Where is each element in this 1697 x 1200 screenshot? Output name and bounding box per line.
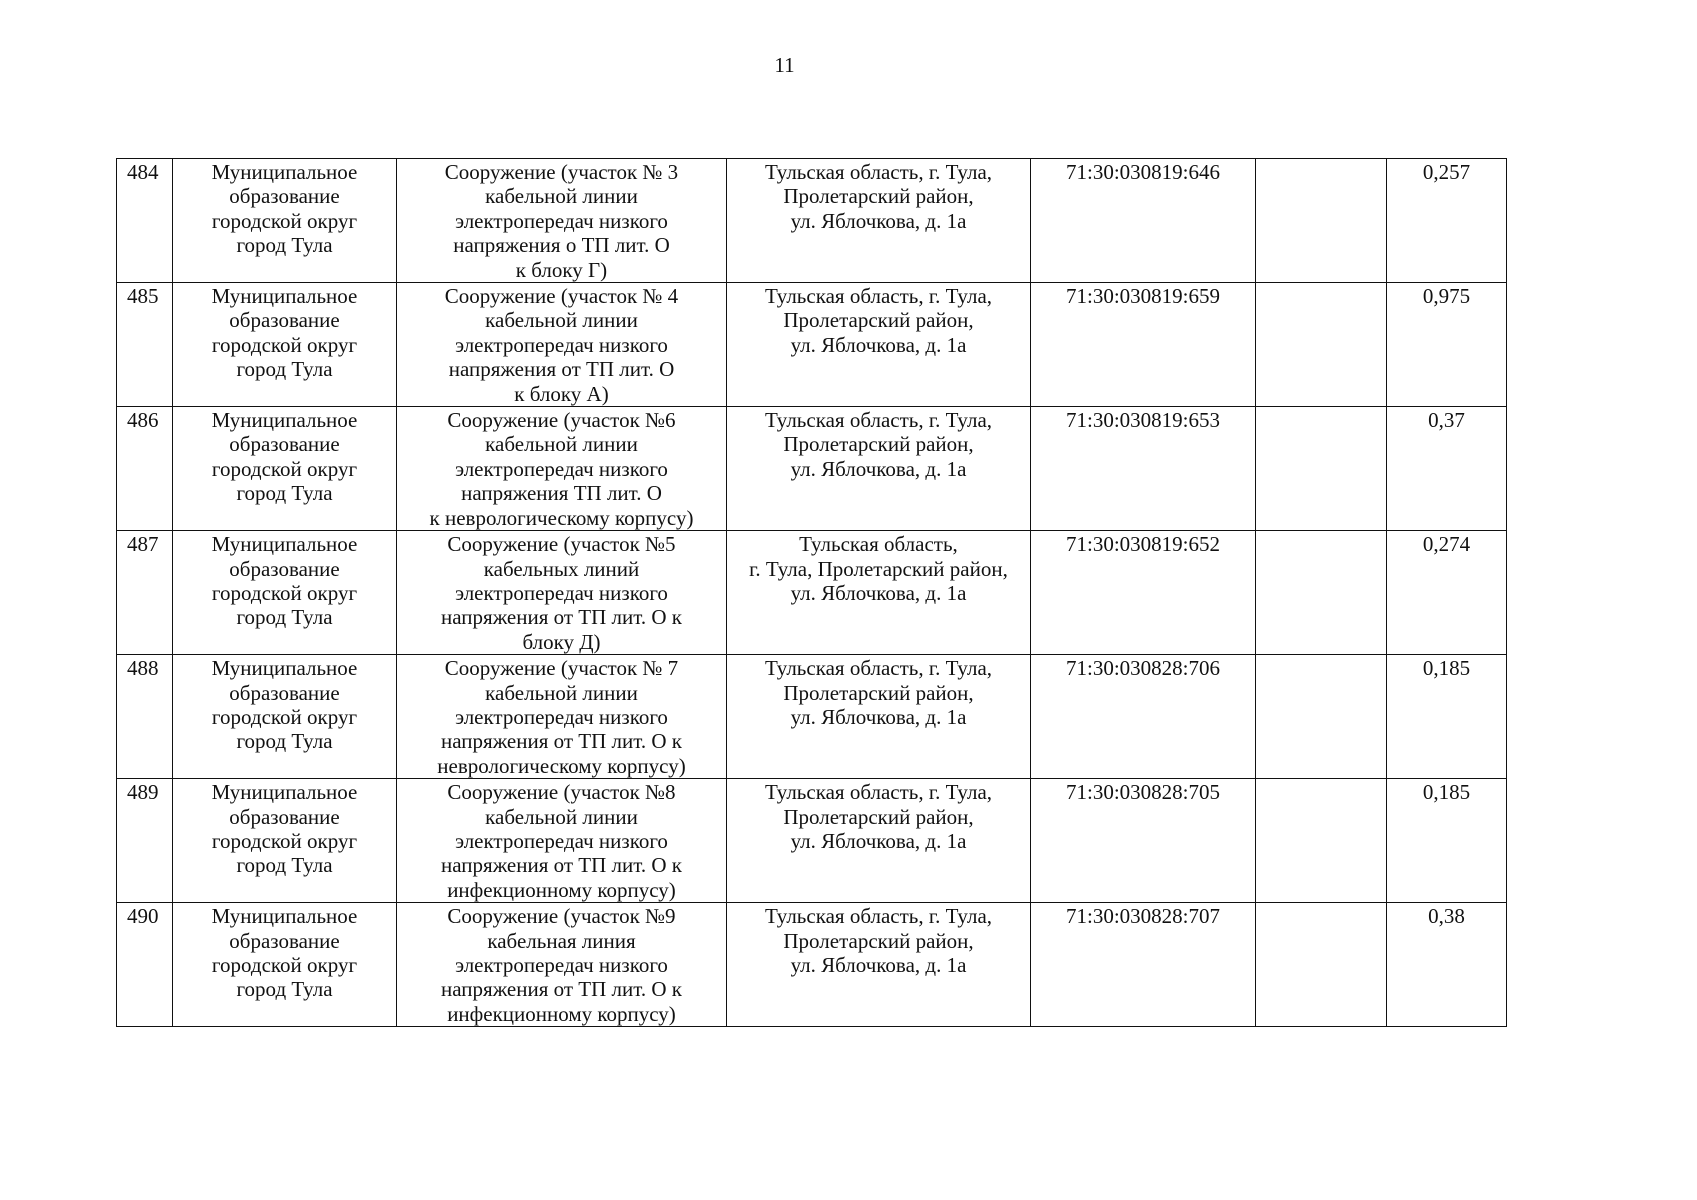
owner-cell-line: город Тула: [236, 729, 333, 754]
object-description-cell: [397, 903, 727, 1027]
object-description-cell-line: электропередач низкого: [455, 704, 668, 729]
object-description-cell-line: электропередач низкого: [455, 456, 668, 481]
owner-cell-line: образование: [229, 308, 340, 333]
owner-cell-line: образование: [229, 804, 340, 829]
owner-cell-line: город Тула: [236, 605, 333, 630]
empty-cell: [1256, 531, 1387, 655]
address-cell-line: Тульская область, г. Тула,: [764, 408, 993, 433]
address-cell: [727, 779, 1031, 903]
empty-cell: [1256, 779, 1387, 903]
address-cell-line: ул. Яблочкова, д. 1а: [790, 704, 967, 729]
table-row: [117, 407, 1507, 531]
table-row: [117, 903, 1507, 1027]
owner-cell-line: Муниципальное: [211, 532, 358, 557]
object-description-cell-line: неврологическому корпусу): [437, 753, 686, 778]
object-description-cell-line: напряжения от ТП лит. О к: [441, 853, 682, 878]
object-description-cell-line: электропередач низкого: [455, 953, 668, 977]
owner-cell-line: образование: [229, 184, 340, 209]
length-value-cell: 0,257: [1387, 159, 1507, 283]
address-cell-line: ул. Яблочкова, д. 1а: [790, 580, 967, 605]
length-value-cell: 0,185: [1387, 655, 1507, 779]
page-number: 11: [774, 53, 795, 77]
row-number-cell: 484: [117, 159, 173, 283]
address-cell: [727, 159, 1031, 283]
owner-cell-line: город Тула: [236, 977, 333, 1002]
address-cell-line: Тульская область,: [799, 532, 958, 557]
object-description-cell-line: Сооружение (участок №5: [447, 532, 676, 557]
cadastral-number-cell: 71:30:030819:646: [1031, 159, 1256, 283]
owner-cell-line: образование: [229, 432, 340, 457]
object-description-cell-line: электропередач низкого: [455, 208, 668, 233]
table-row: [117, 655, 1507, 779]
object-description-cell-line: к неврологическому корпусу): [429, 505, 694, 530]
owner-cell-line: город Тула: [236, 233, 333, 258]
owner-cell-line: образование: [229, 928, 340, 953]
object-description-cell-line: кабельной линии: [485, 432, 638, 457]
object-description-cell-line: Сооружение (участок № 7: [444, 656, 679, 681]
address-cell-line: ул. Яблочкова, д. 1а: [790, 332, 967, 357]
cadastral-number-cell: 71:30:030819:659: [1031, 283, 1256, 407]
owner-cell: [173, 779, 397, 903]
owner-cell-line: образование: [229, 556, 340, 581]
object-description-cell-line: электропередач низкого: [455, 332, 668, 357]
cadastral-number-cell: 71:30:030828:705: [1031, 779, 1256, 903]
object-description-cell: [397, 283, 727, 407]
table-row: [117, 283, 1507, 407]
address-cell-line: Пролетарский район,: [783, 308, 974, 333]
object-description-cell: [397, 779, 727, 903]
owner-cell-line: Муниципальное: [211, 160, 358, 184]
address-cell-line: Тульская область, г. Тула,: [764, 780, 993, 805]
object-description-cell-line: электропередач низкого: [455, 828, 668, 853]
object-description-cell-line: Сооружение (участок № 3: [444, 160, 679, 184]
row-number-cell: 485: [117, 283, 173, 407]
owner-cell-line: Муниципальное: [211, 780, 358, 805]
owner-cell-line: город Тула: [236, 481, 333, 506]
owner-cell-line: городской округ: [211, 208, 358, 233]
object-description-cell-line: кабельных линий: [483, 556, 640, 581]
length-value-cell: 0,37: [1387, 407, 1507, 531]
cadastral-number-cell: 71:30:030828:706: [1031, 655, 1256, 779]
object-description-cell-line: Сооружение (участок №9: [447, 904, 676, 929]
owner-cell-line: Муниципальное: [211, 408, 358, 433]
length-value-cell: 0,975: [1387, 283, 1507, 407]
cadastral-number-cell: 71:30:030828:707: [1031, 903, 1256, 1027]
owner-cell: [173, 283, 397, 407]
empty-cell: [1256, 283, 1387, 407]
owner-cell-line: город Тула: [236, 357, 333, 382]
address-cell-line: Тульская область, г. Тула,: [764, 160, 993, 184]
object-description-cell-line: напряжения от ТП лит. О: [448, 357, 675, 382]
object-description-cell-line: кабельная линия: [487, 928, 636, 953]
address-cell-line: Пролетарский район,: [783, 184, 974, 209]
address-cell: [727, 407, 1031, 531]
address-cell: [727, 655, 1031, 779]
address-cell-line: ул. Яблочкова, д. 1а: [790, 953, 967, 977]
object-description-cell-line: напряжения ТП лит. О: [461, 481, 662, 506]
object-description-cell-line: Сооружение (участок №8: [447, 780, 676, 805]
row-number-cell: 486: [117, 407, 173, 531]
object-description-cell-line: кабельной линии: [485, 184, 638, 209]
object-description-cell: [397, 531, 727, 655]
empty-cell: [1256, 903, 1387, 1027]
owner-cell: [173, 903, 397, 1027]
object-description-cell-line: напряжения от ТП лит. О к: [441, 977, 682, 1002]
address-cell: [727, 531, 1031, 655]
address-cell-line: Тульская область, г. Тула,: [764, 656, 993, 681]
address-cell: [727, 903, 1031, 1027]
owner-cell: [173, 159, 397, 283]
property-registry-table: [116, 158, 1507, 1027]
owner-cell: [173, 655, 397, 779]
owner-cell: [173, 531, 397, 655]
cadastral-number-cell: 71:30:030819:652: [1031, 531, 1256, 655]
owner-cell-line: Муниципальное: [211, 284, 358, 309]
object-description-cell-line: кабельной линии: [485, 308, 638, 333]
object-description-cell-line: к блоку Г): [515, 257, 608, 282]
object-description-cell-line: кабельной линии: [485, 680, 638, 705]
address-cell-line: ул. Яблочкова, д. 1а: [790, 828, 967, 853]
empty-cell: [1256, 407, 1387, 531]
owner-cell-line: городской округ: [211, 580, 358, 605]
object-description-cell: [397, 407, 727, 531]
owner-cell-line: образование: [229, 680, 340, 705]
owner-cell-line: город Тула: [236, 853, 333, 878]
object-description-cell-line: блоку Д): [522, 629, 601, 654]
object-description-cell-line: инфекционному корпусу): [447, 877, 676, 902]
address-cell-line: Пролетарский район,: [783, 928, 974, 953]
object-description-cell: [397, 655, 727, 779]
owner-cell-line: Муниципальное: [211, 656, 358, 681]
owner-cell-line: городской округ: [211, 953, 358, 977]
owner-cell-line: Муниципальное: [211, 904, 358, 929]
address-cell-line: Тульская область, г. Тула,: [764, 284, 993, 309]
address-cell-line: ул. Яблочкова, д. 1а: [790, 456, 967, 481]
length-value-cell: 0,185: [1387, 779, 1507, 903]
object-description-cell-line: напряжения от ТП лит. О к: [441, 605, 682, 630]
object-description-cell-line: напряжения о ТП лит. О: [453, 233, 670, 258]
owner-cell-line: городской округ: [211, 704, 358, 729]
empty-cell: [1256, 655, 1387, 779]
length-value-cell: 0,38: [1387, 903, 1507, 1027]
owner-cell: [173, 407, 397, 531]
object-description-cell-line: к блоку А): [514, 381, 609, 406]
table-body: [117, 159, 1507, 1027]
row-number-cell: 488: [117, 655, 173, 779]
object-description-cell-line: Сооружение (участок №6: [447, 408, 676, 433]
owner-cell-line: городской округ: [211, 332, 358, 357]
address-cell-line: Тульская область, г. Тула,: [764, 904, 993, 929]
address-cell-line: ул. Яблочкова, д. 1а: [790, 208, 967, 233]
address-cell: [727, 283, 1031, 407]
object-description-cell-line: кабельной линии: [485, 804, 638, 829]
cadastral-number-cell: 71:30:030819:653: [1031, 407, 1256, 531]
object-description-cell-line: напряжения от ТП лит. О к: [441, 729, 682, 754]
address-cell-line: Пролетарский район,: [783, 432, 974, 457]
object-description-cell: [397, 159, 727, 283]
owner-cell-line: городской округ: [211, 456, 358, 481]
table-row: [117, 159, 1507, 283]
row-number-cell: 490: [117, 903, 173, 1027]
address-cell-line: Пролетарский район,: [783, 804, 974, 829]
object-description-cell-line: инфекционному корпусу): [447, 1001, 676, 1026]
row-number-cell: 489: [117, 779, 173, 903]
length-value-cell: 0,274: [1387, 531, 1507, 655]
table-row: [117, 531, 1507, 655]
address-cell-line: г. Тула, Пролетарский район,: [749, 556, 1008, 581]
row-number-cell: 487: [117, 531, 173, 655]
address-cell-line: Пролетарский район,: [783, 680, 974, 705]
table-row: [117, 779, 1507, 903]
empty-cell: [1256, 159, 1387, 283]
object-description-cell-line: электропередач низкого: [455, 580, 668, 605]
object-description-cell-line: Сооружение (участок № 4: [444, 284, 679, 309]
owner-cell-line: городской округ: [211, 828, 358, 853]
